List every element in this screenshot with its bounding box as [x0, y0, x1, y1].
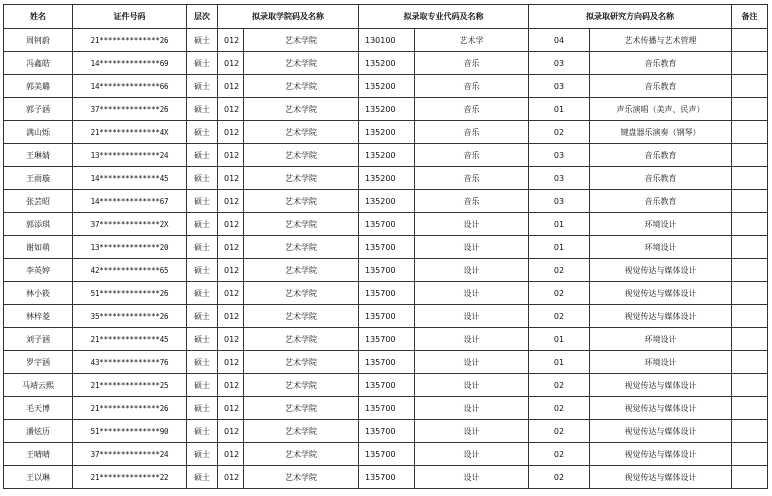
cell-note: [732, 167, 768, 190]
cell-note: [732, 121, 768, 144]
cell-college-code: 012: [218, 374, 244, 397]
cell-major-name: 设计: [415, 328, 529, 351]
table-row: [4, 420, 768, 443]
cell-major-code: 135700: [359, 328, 415, 351]
cell-major-name: 设计: [415, 397, 529, 420]
cell-level: 硕士: [187, 420, 218, 443]
cell-college-name: 艺术学院: [244, 144, 359, 167]
cell-college-code: 012: [218, 29, 244, 52]
cell-id: 35**************26: [73, 305, 187, 328]
cell-id: 37**************24: [73, 443, 187, 466]
cell-note: [732, 351, 768, 374]
table-row: [4, 75, 768, 98]
header-college: 拟录取学院码及名称: [218, 5, 359, 29]
cell-college-name: 艺术学院: [244, 374, 359, 397]
cell-major-name: 音乐: [415, 144, 529, 167]
cell-direction-name: 环境设计: [590, 351, 732, 374]
cell-major-name: 设计: [415, 259, 529, 282]
cell-major-name: 设计: [415, 466, 529, 489]
cell-major-code: 135700: [359, 351, 415, 374]
cell-direction-name: 环境设计: [590, 328, 732, 351]
cell-level: 硕士: [187, 236, 218, 259]
cell-college-name: 艺术学院: [244, 282, 359, 305]
cell-direction-code: 03: [529, 167, 590, 190]
cell-name: 罗宇涵: [4, 351, 73, 374]
cell-college-name: 艺术学院: [244, 236, 359, 259]
cell-college-name: 艺术学院: [244, 75, 359, 98]
cell-id: 43**************76: [73, 351, 187, 374]
cell-name: 王雨璇: [4, 167, 73, 190]
cell-id: 21**************45: [73, 328, 187, 351]
cell-name: 毛天博: [4, 397, 73, 420]
cell-major-code: 135700: [359, 374, 415, 397]
cell-major-name: 设计: [415, 236, 529, 259]
cell-college-code: 012: [218, 52, 244, 75]
cell-id: 21**************4X: [73, 121, 187, 144]
cell-college-code: 012: [218, 121, 244, 144]
cell-note: [732, 190, 768, 213]
cell-level: 硕士: [187, 259, 218, 282]
cell-college-name: 艺术学院: [244, 52, 359, 75]
cell-major-code: 135200: [359, 75, 415, 98]
cell-college-name: 艺术学院: [244, 420, 359, 443]
cell-id: 51**************90: [73, 420, 187, 443]
cell-note: [732, 29, 768, 52]
header-level: 层次: [187, 5, 218, 29]
cell-major-name: 音乐: [415, 98, 529, 121]
cell-direction-name: 视觉传达与媒体设计: [590, 305, 732, 328]
cell-direction-code: 02: [529, 121, 590, 144]
cell-direction-code: 02: [529, 443, 590, 466]
cell-major-code: 135700: [359, 213, 415, 236]
cell-college-code: 012: [218, 75, 244, 98]
cell-major-code: 135700: [359, 443, 415, 466]
cell-major-code: 135700: [359, 420, 415, 443]
table-row: [4, 29, 768, 52]
cell-name: 冯鑫皓: [4, 52, 73, 75]
cell-direction-name: 视觉传达与媒体设计: [590, 420, 732, 443]
cell-level: 硕士: [187, 167, 218, 190]
cell-name: 潘炫历: [4, 420, 73, 443]
cell-major-code: 135700: [359, 259, 415, 282]
cell-note: [732, 98, 768, 121]
table-row: [4, 144, 768, 167]
cell-direction-name: 音乐教育: [590, 144, 732, 167]
table-row: [4, 213, 768, 236]
cell-college-code: 012: [218, 213, 244, 236]
cell-college-name: 艺术学院: [244, 397, 359, 420]
cell-direction-name: 视觉传达与媒体设计: [590, 259, 732, 282]
table-body: [4, 29, 768, 489]
cell-direction-code: 01: [529, 213, 590, 236]
cell-direction-code: 01: [529, 236, 590, 259]
cell-direction-code: 02: [529, 466, 590, 489]
cell-name: 林梓菱: [4, 305, 73, 328]
cell-level: 硕士: [187, 443, 218, 466]
cell-direction-name: 视觉传达与媒体设计: [590, 466, 732, 489]
cell-direction-name: 音乐教育: [590, 75, 732, 98]
cell-major-name: 艺术学: [415, 29, 529, 52]
cell-direction-code: 04: [529, 29, 590, 52]
cell-major-name: 音乐: [415, 75, 529, 98]
cell-name: 刘子涵: [4, 328, 73, 351]
table-header-row: [4, 5, 768, 29]
cell-name: 李英婷: [4, 259, 73, 282]
header-id: 证件号码: [73, 5, 187, 29]
cell-direction-name: 环境设计: [590, 213, 732, 236]
table-row: [4, 397, 768, 420]
header-note: 备注: [732, 5, 768, 29]
cell-level: 硕士: [187, 351, 218, 374]
table-row: [4, 259, 768, 282]
cell-major-code: 135200: [359, 98, 415, 121]
cell-direction-code: 02: [529, 374, 590, 397]
cell-name: 马靖云熙: [4, 374, 73, 397]
cell-major-code: 135700: [359, 466, 415, 489]
cell-note: [732, 328, 768, 351]
cell-id: 13**************20: [73, 236, 187, 259]
table-row: [4, 305, 768, 328]
cell-major-code: 135700: [359, 305, 415, 328]
cell-college-name: 艺术学院: [244, 213, 359, 236]
header-name: 姓名: [4, 5, 73, 29]
cell-name: 周钶蔚: [4, 29, 73, 52]
cell-direction-code: 02: [529, 282, 590, 305]
table-row: [4, 167, 768, 190]
cell-major-name: 音乐: [415, 121, 529, 144]
cell-college-name: 艺术学院: [244, 259, 359, 282]
cell-direction-code: 01: [529, 351, 590, 374]
table-row: [4, 443, 768, 466]
cell-id: 51**************26: [73, 282, 187, 305]
cell-note: [732, 144, 768, 167]
cell-direction-name: 音乐教育: [590, 190, 732, 213]
cell-name: 林小筱: [4, 282, 73, 305]
cell-name: 王以琳: [4, 466, 73, 489]
cell-id: 37**************2X: [73, 213, 187, 236]
cell-level: 硕士: [187, 466, 218, 489]
cell-note: [732, 397, 768, 420]
cell-major-code: 135700: [359, 282, 415, 305]
cell-level: 硕士: [187, 282, 218, 305]
cell-name: 王琳婧: [4, 144, 73, 167]
header-direction: 拟录取研究方向码及名称: [529, 5, 732, 29]
cell-note: [732, 466, 768, 489]
cell-note: [732, 52, 768, 75]
cell-direction-code: 03: [529, 52, 590, 75]
cell-college-code: 012: [218, 397, 244, 420]
cell-note: [732, 259, 768, 282]
cell-major-name: 设计: [415, 443, 529, 466]
cell-level: 硕士: [187, 213, 218, 236]
cell-direction-code: 02: [529, 420, 590, 443]
cell-level: 硕士: [187, 328, 218, 351]
cell-major-code: 130100: [359, 29, 415, 52]
cell-college-name: 艺术学院: [244, 305, 359, 328]
cell-college-code: 012: [218, 236, 244, 259]
cell-note: [732, 282, 768, 305]
cell-direction-name: 键盘器乐演奏（钢琴）: [590, 121, 732, 144]
cell-direction-code: 02: [529, 397, 590, 420]
cell-direction-name: 视觉传达与媒体设计: [590, 443, 732, 466]
cell-level: 硕士: [187, 75, 218, 98]
cell-note: [732, 305, 768, 328]
cell-direction-name: 视觉传达与媒体设计: [590, 397, 732, 420]
cell-level: 硕士: [187, 397, 218, 420]
cell-level: 硕士: [187, 144, 218, 167]
cell-college-code: 012: [218, 259, 244, 282]
cell-id: 14**************66: [73, 75, 187, 98]
cell-note: [732, 213, 768, 236]
cell-major-code: 135200: [359, 144, 415, 167]
table-row: [4, 282, 768, 305]
cell-id: 42**************65: [73, 259, 187, 282]
cell-direction-code: 02: [529, 259, 590, 282]
cell-college-code: 012: [218, 328, 244, 351]
cell-college-code: 012: [218, 443, 244, 466]
cell-note: [732, 420, 768, 443]
cell-direction-name: 声乐演唱（美声、民声）: [590, 98, 732, 121]
table-row: [4, 98, 768, 121]
cell-college-name: 艺术学院: [244, 328, 359, 351]
cell-id: 37**************26: [73, 98, 187, 121]
cell-college-name: 艺术学院: [244, 98, 359, 121]
cell-id: 21**************25: [73, 374, 187, 397]
table-row: [4, 190, 768, 213]
table-row: [4, 121, 768, 144]
cell-major-name: 音乐: [415, 52, 529, 75]
cell-college-code: 012: [218, 144, 244, 167]
cell-direction-code: 02: [529, 305, 590, 328]
cell-college-name: 艺术学院: [244, 190, 359, 213]
cell-major-name: 音乐: [415, 167, 529, 190]
cell-major-name: 音乐: [415, 190, 529, 213]
cell-major-code: 135200: [359, 167, 415, 190]
cell-major-code: 135200: [359, 52, 415, 75]
cell-direction-code: 01: [529, 98, 590, 121]
cell-college-name: 艺术学院: [244, 443, 359, 466]
cell-name: 谢如萌: [4, 236, 73, 259]
cell-direction-name: 音乐教育: [590, 52, 732, 75]
table-row: [4, 351, 768, 374]
cell-id: 13**************24: [73, 144, 187, 167]
cell-major-code: 135200: [359, 190, 415, 213]
cell-college-name: 艺术学院: [244, 466, 359, 489]
cell-id: 14**************45: [73, 167, 187, 190]
cell-major-code: 135700: [359, 397, 415, 420]
cell-major-code: 135700: [359, 236, 415, 259]
table-row: [4, 328, 768, 351]
cell-id: 21**************26: [73, 29, 187, 52]
cell-level: 硕士: [187, 29, 218, 52]
cell-college-code: 012: [218, 351, 244, 374]
cell-name: 郭子涵: [4, 98, 73, 121]
cell-college-code: 012: [218, 98, 244, 121]
cell-note: [732, 374, 768, 397]
cell-note: [732, 236, 768, 259]
admission-table: [3, 4, 768, 489]
cell-college-name: 艺术学院: [244, 29, 359, 52]
cell-college-code: 012: [218, 305, 244, 328]
cell-level: 硕士: [187, 305, 218, 328]
cell-major-code: 135200: [359, 121, 415, 144]
cell-college-code: 012: [218, 282, 244, 305]
table-row: [4, 236, 768, 259]
cell-direction-name: 艺术传播与艺术管理: [590, 29, 732, 52]
cell-major-name: 设计: [415, 305, 529, 328]
cell-major-name: 设计: [415, 420, 529, 443]
cell-name: 满山烁: [4, 121, 73, 144]
cell-name: 王晴晴: [4, 443, 73, 466]
cell-id: 14**************69: [73, 52, 187, 75]
cell-id: 21**************26: [73, 397, 187, 420]
cell-college-name: 艺术学院: [244, 167, 359, 190]
cell-direction-name: 视觉传达与媒体设计: [590, 282, 732, 305]
cell-college-code: 012: [218, 420, 244, 443]
cell-level: 硕士: [187, 190, 218, 213]
cell-id: 21**************22: [73, 466, 187, 489]
table-row: [4, 52, 768, 75]
cell-college-code: 012: [218, 466, 244, 489]
cell-direction-name: 视觉传达与媒体设计: [590, 374, 732, 397]
cell-direction-code: 01: [529, 328, 590, 351]
cell-direction-name: 音乐教育: [590, 167, 732, 190]
cell-direction-code: 03: [529, 190, 590, 213]
cell-name: 张芸昭: [4, 190, 73, 213]
table-row: [4, 374, 768, 397]
cell-college-code: 012: [218, 190, 244, 213]
table-row: [4, 466, 768, 489]
cell-college-name: 艺术学院: [244, 121, 359, 144]
cell-direction-code: 03: [529, 144, 590, 167]
cell-name: 郭添琪: [4, 213, 73, 236]
cell-major-name: 设计: [415, 351, 529, 374]
cell-level: 硕士: [187, 121, 218, 144]
cell-direction-name: 环境设计: [590, 236, 732, 259]
cell-level: 硕士: [187, 98, 218, 121]
cell-college-code: 012: [218, 167, 244, 190]
cell-note: [732, 443, 768, 466]
cell-direction-code: 03: [529, 75, 590, 98]
cell-note: [732, 75, 768, 98]
header-major: 拟录取专业代码及名称: [359, 5, 529, 29]
cell-major-name: 设计: [415, 282, 529, 305]
cell-major-name: 设计: [415, 374, 529, 397]
cell-id: 14**************67: [73, 190, 187, 213]
cell-major-name: 设计: [415, 213, 529, 236]
cell-college-name: 艺术学院: [244, 351, 359, 374]
cell-level: 硕士: [187, 52, 218, 75]
cell-level: 硕士: [187, 374, 218, 397]
cell-name: 郭美璐: [4, 75, 73, 98]
